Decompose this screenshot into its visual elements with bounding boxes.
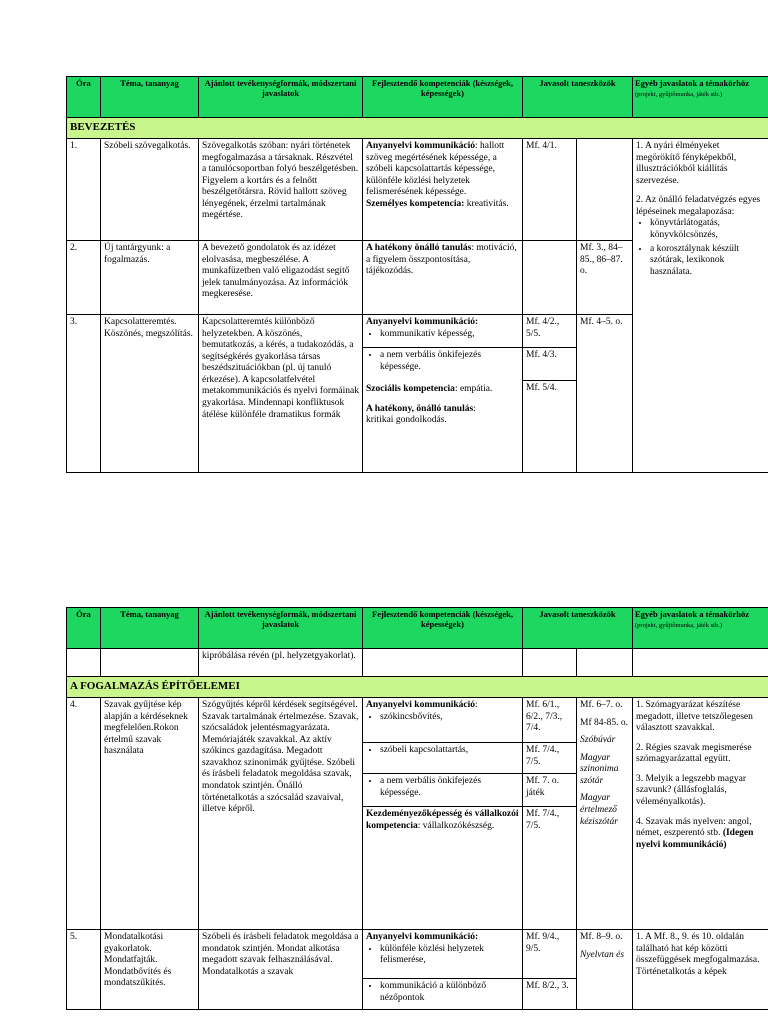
header-egyeb-note: (projekt, gyűjtőmunka, játék stb.) [635, 621, 723, 629]
header-tema: Téma, tananyag [101, 77, 199, 118]
tool-item: Mf 84-85. o. [580, 717, 629, 728]
tool-item: Mf. 5/4. [523, 380, 576, 397]
list-item: • kommunikáció a különböző nézőpontok [380, 981, 519, 1004]
tool-item: Mf. 8/2., 3. [523, 978, 576, 995]
list-item: • a nem verbális önkifejezés képessége. [380, 350, 519, 373]
table-row [67, 139, 768, 241]
lesson-activities: Szógyűjtés képről kérdések segítségével. Szavak tartalmának értelmezése. Szavak, szócsaládok jelentésmagyarázata. Memóriajáték szavakkal. Az aktív szókincs gazdagítása. Megadott szavakhoz szinonimák gyűjtése. Szóbeli és írásbeli feladatok megoldása szavak, mondatok szintjén. Önálló történetalkotás a szócsalád szavaival, illetve képről. [199, 698, 363, 930]
competency-block: Anyanyelvi kommunikáció: • szókincsbővítés, [363, 698, 522, 742]
lesson-tool [523, 698, 577, 930]
suggestion-item [636, 817, 765, 852]
lesson-topic: Szóbeli szövegalkotás. [101, 139, 199, 241]
suggestion-item: 2. Régies szavak megismerése szómagyarázattal együtt. [636, 742, 752, 765]
suggestion-text: 4. Szavak más nyelven: angol, német, eszperentó stb. [636, 816, 752, 839]
header-egyeb [633, 608, 768, 649]
lesson-tool [523, 315, 577, 473]
header-ora: Óra [67, 77, 101, 118]
table-header-row [67, 608, 768, 649]
section-row [67, 118, 768, 139]
lesson-tool-2 [577, 930, 633, 1010]
competency-title: Kezdeményezőképesség és vállalkozói kompetencia [366, 809, 519, 831]
competency-block: Kezdeményezőképesség és vállalkozói kompetencia: vállalkozókészség. [363, 806, 522, 834]
header-egyeb-note: (projekt, gyűjtőmunka, játék stb.) [635, 90, 723, 98]
header-egyeb [633, 77, 768, 118]
lesson-competencies [363, 698, 523, 930]
tool-item: Mf. 7/4., 7/5. [523, 742, 576, 773]
tool-item: Mf. 7. o. játék [523, 773, 576, 806]
lesson-competencies: A hatékony önálló tanulás: motiváció, a figyelem összpontosítása, tájékozódás. [363, 241, 523, 315]
competency-title: A hatékony, önálló tanulás [366, 403, 474, 414]
lesson-competencies [363, 315, 523, 473]
lesson-tool-2 [577, 698, 633, 930]
competency-title: Anyanyelvi kommunikáció: [366, 317, 479, 327]
section-title: BEVEZETÉS [67, 118, 768, 139]
list-item: • különféle közlési helyzetek felismerése, [380, 944, 519, 967]
competency-block [363, 315, 522, 347]
lesson-number: 3. [67, 315, 101, 473]
competency-text: hallott szöveg megértésének képessége, a szóbeli kapcsolattartás képessége, különféle közlési helyzetek felismerésének képessége. [366, 141, 505, 198]
section-title: A FOGALMAZÁS ÉPÍTŐELEMEI [67, 677, 768, 698]
table-header-row [67, 77, 768, 118]
competency-text: kreativitás. [466, 198, 509, 209]
other-suggestions: 1. A Mf. 8., 9. és 10. oldalán található hat kép közötti összefüggések megfogalmazása. Történetalkotás a képek [633, 930, 768, 1010]
suggestion-list [636, 218, 765, 278]
curriculum-table-1 [66, 76, 768, 473]
competency-block [363, 930, 522, 978]
competency-block [363, 347, 522, 380]
lesson-topic: Új tantárgyunk: a fogalmazás. [101, 241, 199, 315]
lesson-tool-2 [577, 139, 633, 241]
competency-title: Szociális kompetencia [366, 384, 455, 394]
tool-item: Mf. 9/4., 9/5. [526, 932, 560, 954]
lesson-number: 2. [67, 241, 101, 315]
lesson-number: 5. [67, 930, 101, 1010]
header-egyeb-label: Egyéb javaslatok a témakörhöz [635, 609, 750, 619]
header-kompetencia: Fejlesztendő kompetenciák (készségek, képességek) [363, 608, 523, 649]
tool-item: Mf. 8–9. o. [580, 932, 623, 942]
tool-item: Mf. 4/3. [523, 347, 576, 380]
tool-item: Mf. 7/4., 7/5. [523, 806, 576, 834]
tool-item: Nyelvtan és [580, 949, 625, 960]
competency-title: Anyanyelvi kommunikáció: [366, 932, 479, 942]
list-item: • szóbeli kapcsolattartás, [380, 745, 519, 757]
tool-item: Mf. 4/2., 5/5. [526, 317, 560, 339]
suggestion-item: 2. Az önálló feladatvégzés egyes lépéseinek megalapozása: [636, 195, 761, 217]
list-item: • könyvtárlátogatás, könyvkölcsönzés, [650, 218, 765, 241]
curriculum-table-2 [66, 607, 768, 1010]
suggestion-item: 1. A nyári élményeket megörökítő fényképekből, illusztrációkból kiállítás szervezése. [636, 141, 737, 186]
tool-item: Magyar értelmező kéziszótár [580, 793, 618, 827]
tool-item: Magyar szinonima szótár [580, 752, 619, 786]
competency-title: Anyanyelvi kommunikáció [366, 700, 476, 710]
competency-block [363, 978, 522, 1008]
other-suggestions [633, 139, 768, 473]
other-suggestions [633, 698, 768, 930]
lesson-activities: Kapcsolatteremtés különböző helyzetekben. A köszönés, bemutatkozás, a kérés, a tudakozódás, a segítségkérés gyakorlása társas beszédszituációkban (pl. új tanuló érkezése). A kapcsolatfelvétel metakommunikációs és nyelvi formáinak gyakorlása. Mindennapi konfliktusok átélése különféle dramatikus formák [199, 315, 363, 473]
competency-text: kritikai gondolkodás. [366, 415, 447, 426]
competency-block: Szociális kompetencia: empátia. A hatékony, önálló tanulás: kritikai gondolkodás. [366, 384, 493, 426]
lesson-number: 4. [67, 698, 101, 930]
competency-text: empátia. [459, 384, 493, 394]
lesson-topic: Kapcsolatteremtés. Köszönés, megszólítás. [101, 315, 199, 473]
header-taneszkozok: Javasolt taneszközök [523, 608, 633, 649]
tool-item: Szóbúvár [580, 735, 616, 746]
competency-text: vállalkozókészség. [422, 820, 495, 831]
competency-text: motiváció, a figyelem összpontosítása, tájékozódás. [366, 243, 517, 277]
suggestion-item: 1. Szómagyarázat készítése megadott, illetve tetszőlegesen választott szavakkal. [636, 700, 753, 734]
header-tevekenyseg: Ajánlott tevékenységformák, módszertani javaslatok [199, 608, 363, 649]
competency-title: Anyanyelvi kommunikáció [366, 141, 476, 151]
lesson-tool-2: Mf. 3., 84–85., 86–87. o. [577, 241, 633, 315]
header-tevekenyseg: Ajánlott tevékenységformák, módszertani javaslatok [199, 77, 363, 118]
suggestion-highlight: (Idegen nyelvi kommunikáció) [636, 828, 754, 850]
lesson-activities: Szóbeli és írásbeli feladatok megoldása a mondatok szintjén. Mondat alkotása megadott szavak felhasználásával. Mondatalkotás a szavak [199, 930, 363, 1010]
competency-block [363, 773, 522, 806]
lesson-topic: Szavak gyűjtése kép alapján a kérdéseknek megfelelően.Rokon értelmű szavak használata [101, 698, 199, 930]
header-taneszkozok: Javasolt taneszközök [523, 77, 633, 118]
lesson-competencies [363, 930, 523, 1010]
tool-item: Mf. 6–7. o. [580, 700, 623, 710]
header-ora: Óra [67, 608, 101, 649]
lesson-competencies: Anyanyelvi kommunikáció: hallott szöveg megértésének képessége, a szóbeli kapcsolattartás képessége, különféle közlési helyzetek felismerésének képessége. Személyes kompetencia: kreativitás. [363, 139, 523, 241]
lesson-tool-2: Mf. 4–5. o. [577, 315, 633, 473]
competency-title: Személyes kompetencia: [366, 198, 465, 209]
tool-item: Mf. 6/1., 6/2., 7/3., 7/4. [526, 700, 563, 734]
lesson-tool [523, 241, 577, 315]
suggestion-item: 3. Melyik a legszebb magyar szavunk? (állásfoglalás, véleményalkotás). [636, 773, 747, 808]
lesson-tool: Mf. 4/1. [523, 139, 577, 241]
section-row [67, 677, 768, 698]
list-item: • a korosztálynak készült szótárak, lexikonok használata. [650, 244, 765, 279]
competency-title: A hatékony önálló tanulás [366, 243, 472, 253]
table-row [67, 698, 768, 930]
header-tema: Téma, tananyag [101, 608, 199, 649]
table-row [67, 649, 768, 677]
lesson-topic: Mondatalkotási gyakorlatok. Mondatfajták. Mondatbővítés és mondatszűkítés. [101, 930, 199, 1010]
list-item: • kommunikatív képesség, [380, 329, 519, 341]
list-item: • a nem verbális önkifejezés képessége. [380, 776, 519, 799]
lesson-activities: kipróbálása révén (pl. helyzetgyakorlat). [199, 649, 363, 677]
lesson-activities: A bevezető gondolatok és az idézet elolvasása, megbeszélése. A munkafüzetben való eligazodást segítő jelek tanulmányozása. Az információk megkeresése. [199, 241, 363, 315]
lesson-number: 1. [67, 139, 101, 241]
table-row [67, 930, 768, 1010]
list-item: • szókincsbővítés, [380, 712, 519, 724]
lesson-activities: Szövegalkotás szóban: nyári történetek megfogalmazása a társaknak. Részvétel a tanulócsoportban folyó beszélgetésben. Figyelem a kortárs és a felnőtt beszélgetőtársra. Rövid hallott szöveg lényegének, érzelmi tartalmának megértése. [199, 139, 363, 241]
header-kompetencia: Fejlesztendő kompetenciák (készségek, képességek) [363, 77, 523, 118]
lesson-tool [523, 930, 577, 1010]
competency-block [363, 742, 522, 773]
header-egyeb-label: Egyéb javaslatok a témakörhöz [635, 78, 750, 88]
